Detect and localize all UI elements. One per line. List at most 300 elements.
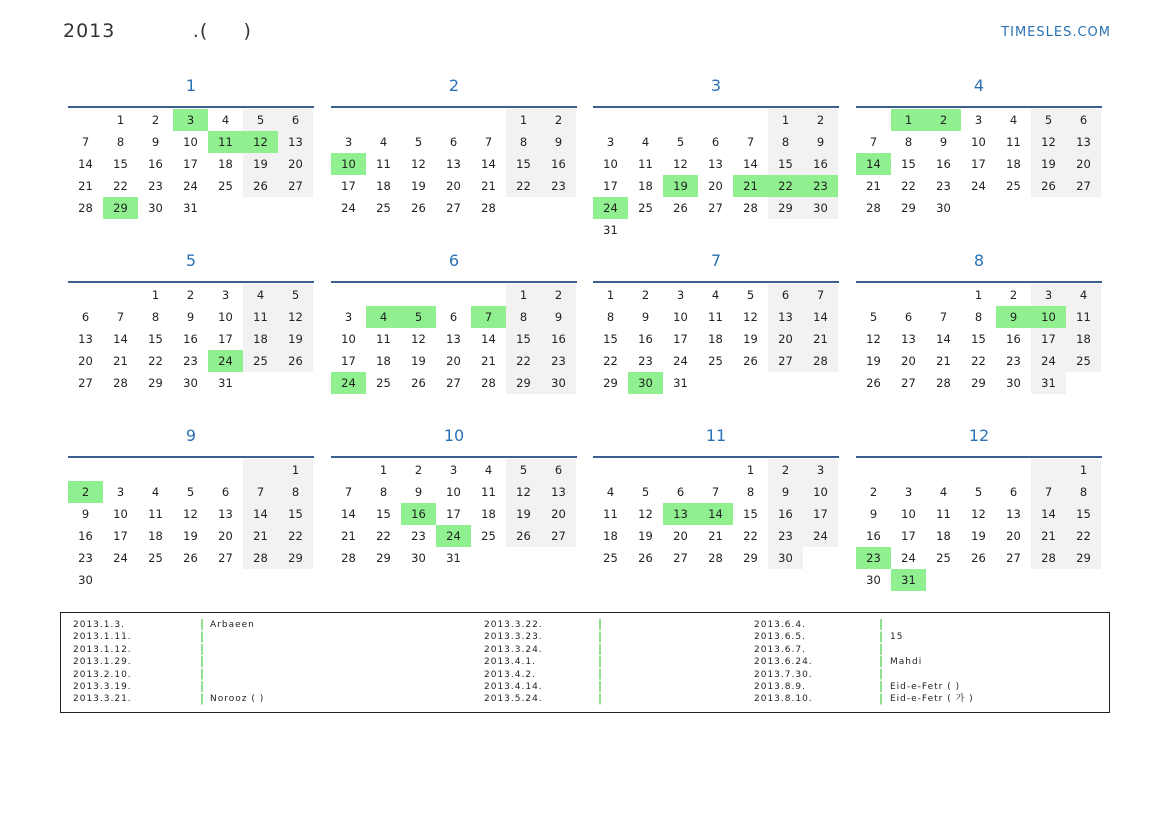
- calendar-day: 12: [278, 306, 313, 328]
- month-divider: [68, 456, 314, 458]
- calendar-day: 16: [183, 332, 198, 346]
- calendar-day: 30: [866, 573, 881, 587]
- calendar-day: 5: [186, 485, 195, 499]
- calendar-day: 21: [733, 175, 768, 197]
- month-name: 1: [185, 76, 197, 95]
- calendar-day: 14: [341, 507, 356, 521]
- holiday-date: 2013.3.24.: [484, 644, 543, 655]
- holiday-date: 2013.8.9.: [754, 681, 806, 692]
- calendar-day: 30: [803, 197, 838, 219]
- calendar-day: 18: [708, 332, 723, 346]
- calendar-day: 19: [506, 503, 541, 525]
- calendar-day: 1: [768, 109, 803, 131]
- holiday-date: 2013.4.2.: [484, 669, 536, 680]
- month-days: [856, 284, 1102, 394]
- month-divider: [593, 281, 839, 283]
- calendar-day: 30: [148, 201, 163, 215]
- calendar-day: 2: [151, 113, 160, 127]
- holiday-name: [210, 644, 264, 656]
- calendar-day: 8: [379, 485, 388, 499]
- empty-day: [663, 109, 698, 131]
- calendar-day: 16: [401, 503, 436, 525]
- calendar-day: 18: [218, 157, 233, 171]
- calendar-day: 28: [743, 201, 758, 215]
- calendar-day: 4: [1009, 113, 1018, 127]
- calendar-day: 13: [541, 481, 576, 503]
- calendar-day: 20: [768, 328, 803, 350]
- empty-day: [401, 109, 436, 131]
- calendar-day: 27: [1066, 175, 1101, 197]
- calendar-day: 25: [638, 201, 653, 215]
- month-divider: [856, 456, 1102, 458]
- calendar-day: 11: [481, 485, 496, 499]
- calendar-day: 6: [1009, 485, 1018, 499]
- calendar-day: 10: [971, 135, 986, 149]
- empty-day: [138, 459, 173, 481]
- calendar-day: 6: [449, 135, 458, 149]
- calendar-day: 25: [481, 529, 496, 543]
- empty-day: [856, 459, 891, 481]
- calendar-day: 17: [183, 157, 198, 171]
- calendar-day: 12: [411, 157, 426, 171]
- calendar-day: 9: [541, 131, 576, 153]
- calendar-day: 16: [866, 529, 881, 543]
- calendar-day: 7: [803, 284, 838, 306]
- calendar-day: 8: [974, 310, 983, 324]
- holiday-name: Eid-e-Fetr ( ): [890, 681, 961, 692]
- calendar-day: 22: [971, 354, 986, 368]
- calendar-day: 11: [243, 306, 278, 328]
- calendar-day: 8: [746, 485, 755, 499]
- calendar-day: 14: [243, 503, 278, 525]
- calendar-day: 2: [414, 463, 423, 477]
- empty-day: [698, 109, 733, 131]
- calendar-day: 22: [278, 525, 313, 547]
- empty-day: [698, 459, 733, 481]
- calendar-day: 2: [541, 284, 576, 306]
- calendar-day: 22: [743, 529, 758, 543]
- calendar-day: 28: [1031, 547, 1066, 569]
- calendar-day: 22: [768, 175, 803, 197]
- holiday-date: 2013.1.11.: [73, 632, 132, 643]
- empty-day: [208, 459, 243, 481]
- calendar-day: 27: [901, 376, 916, 390]
- month-name: 11: [705, 426, 727, 445]
- calendar-day: 21: [866, 179, 881, 193]
- calendar-day: 29: [971, 376, 986, 390]
- calendar-day: 14: [743, 157, 758, 171]
- holiday-date: 2013.4.14.: [484, 681, 543, 692]
- month-12: [856, 422, 1102, 591]
- calendar-day: 27: [673, 551, 688, 565]
- calendar-day: 18: [936, 529, 951, 543]
- calendar-day: 8: [606, 310, 615, 324]
- calendar-day: 16: [541, 328, 576, 350]
- empty-day: [856, 284, 891, 306]
- calendar-day: 9: [996, 306, 1031, 328]
- calendar-day: 19: [866, 354, 881, 368]
- calendar-day: 23: [541, 175, 576, 197]
- calendar-day: 17: [901, 529, 916, 543]
- month-days: [68, 459, 314, 591]
- calendar-day: 24: [436, 525, 471, 547]
- calendar-day: 19: [663, 175, 698, 197]
- calendar-day: 31: [183, 201, 198, 215]
- holiday-name: [890, 644, 974, 656]
- calendar-day: 27: [1006, 551, 1021, 565]
- calendar-day: 13: [1066, 131, 1101, 153]
- calendar-day: 23: [148, 179, 163, 193]
- calendar-day: 31: [891, 569, 926, 591]
- month-8: [856, 247, 1102, 394]
- calendar-day: 15: [1066, 503, 1101, 525]
- month-days: [856, 459, 1102, 591]
- calendar-day: 1: [1066, 459, 1101, 481]
- calendar-day: 26: [866, 376, 881, 390]
- calendar-day: 6: [904, 310, 913, 324]
- calendar-day: 7: [1031, 481, 1066, 503]
- calendar-day: 5: [746, 288, 755, 302]
- month-days: [593, 284, 839, 394]
- month-name: 4: [973, 76, 985, 95]
- calendar-day: 15: [743, 507, 758, 521]
- calendar-day: 25: [243, 350, 278, 372]
- calendar-day: 18: [376, 179, 391, 193]
- calendar-day: 5: [401, 306, 436, 328]
- month-divider: [593, 456, 839, 458]
- calendar-day: 29: [768, 197, 803, 219]
- calendar-day: 25: [1066, 350, 1101, 372]
- calendar-day: 6: [676, 485, 685, 499]
- calendar-day: 10: [603, 157, 618, 171]
- calendar-day: 26: [506, 525, 541, 547]
- calendar-day: 5: [676, 135, 685, 149]
- calendar-day: 19: [743, 332, 758, 346]
- calendar-day: 15: [506, 153, 541, 175]
- calendar-day: 3: [974, 113, 983, 127]
- calendar-day: 30: [541, 372, 576, 394]
- month-6: [331, 247, 577, 394]
- calendar-day: 10: [218, 310, 233, 324]
- calendar-day: 9: [414, 485, 423, 499]
- calendar-day: 27: [541, 525, 576, 547]
- calendar-day: 15: [148, 332, 163, 346]
- calendar-day: 25: [1006, 179, 1021, 193]
- calendar-day: 22: [506, 350, 541, 372]
- calendar-day: 10: [331, 153, 366, 175]
- month-divider: [856, 281, 1102, 283]
- calendar-day: 17: [113, 529, 128, 543]
- month-name: 8: [973, 251, 985, 270]
- calendar-day: 14: [698, 503, 733, 525]
- calendar-day: 20: [218, 529, 233, 543]
- holiday-name: [210, 681, 264, 693]
- calendar-day: 4: [1066, 284, 1101, 306]
- holiday-name: [890, 619, 974, 631]
- empty-day: [733, 109, 768, 131]
- calendar-day: 2: [869, 485, 878, 499]
- calendar-day: 31: [1031, 372, 1066, 394]
- calendar-day: 12: [673, 157, 688, 171]
- calendar-day: 12: [638, 507, 653, 521]
- holiday-date: 2013.6.5.: [754, 632, 806, 643]
- calendar-day: 15: [278, 503, 313, 525]
- calendar-day: 11: [936, 507, 951, 521]
- calendar-day: 23: [411, 529, 426, 543]
- empty-day: [593, 109, 628, 131]
- calendar-day: 18: [1006, 157, 1021, 171]
- calendar-day: 14: [113, 332, 128, 346]
- calendar-day: 30: [768, 547, 803, 569]
- calendar-day: 5: [414, 135, 423, 149]
- calendar-day: 11: [148, 507, 163, 521]
- calendar-day: 24: [593, 197, 628, 219]
- holiday-date: 2013.1.12.: [73, 644, 132, 655]
- calendar-day: 2: [768, 459, 803, 481]
- calendar-day: 24: [208, 350, 243, 372]
- month-days: [331, 109, 577, 219]
- calendar-day: 9: [803, 131, 838, 153]
- holiday-dates-col-3: [754, 619, 813, 706]
- calendar-day: 9: [151, 135, 160, 149]
- calendar-day: 10: [446, 485, 461, 499]
- calendar-day: 13: [78, 332, 93, 346]
- calendar-day: 14: [936, 332, 951, 346]
- calendar-day: 3: [606, 135, 615, 149]
- calendar-day: 23: [638, 354, 653, 368]
- calendar-day: 3: [116, 485, 125, 499]
- calendar-day: 5: [278, 284, 313, 306]
- calendar-day: 6: [541, 459, 576, 481]
- calendar-day: 13: [446, 157, 461, 171]
- calendar-day: 5: [974, 485, 983, 499]
- holiday-date: 2013.3.22.: [484, 620, 543, 630]
- empty-day: [436, 109, 471, 131]
- holiday-date: 2013.6.4.: [754, 620, 806, 630]
- calendar-day: 2: [926, 109, 961, 131]
- calendar-day: 20: [901, 354, 916, 368]
- calendar-day: 8: [1066, 481, 1101, 503]
- calendar-day: 1: [278, 459, 313, 481]
- calendar-day: 16: [803, 153, 838, 175]
- calendar-day: 23: [803, 175, 838, 197]
- calendar-day: 3: [221, 288, 230, 302]
- calendar-day: 24: [331, 372, 366, 394]
- calendar-day: 3: [344, 135, 353, 149]
- calendar-day: 26: [971, 551, 986, 565]
- empty-day: [856, 109, 891, 131]
- calendar-day: 25: [376, 376, 391, 390]
- calendar-day: 11: [1066, 306, 1101, 328]
- calendar-day: 16: [1006, 332, 1021, 346]
- calendar-day: 18: [243, 328, 278, 350]
- calendar-day: 24: [1031, 350, 1066, 372]
- calendar-day: 13: [901, 332, 916, 346]
- calendar-day: 1: [746, 463, 755, 477]
- calendar-day: 25: [708, 354, 723, 368]
- empty-day: [243, 459, 278, 481]
- calendar-day: 7: [344, 485, 353, 499]
- calendar-day: 7: [939, 310, 948, 324]
- month-name: 10: [443, 426, 465, 445]
- calendar-day: 28: [78, 201, 93, 215]
- holiday-date: 2013.3.19.: [73, 681, 132, 692]
- calendar-day: 26: [183, 551, 198, 565]
- month-days: [331, 459, 577, 569]
- month-7: [593, 247, 839, 394]
- calendar-day: 1: [116, 113, 125, 127]
- month-days: [331, 284, 577, 394]
- empty-day: [331, 459, 366, 481]
- calendar-day: 18: [1066, 328, 1101, 350]
- holiday-name: [210, 656, 264, 668]
- calendar-day: 4: [366, 306, 401, 328]
- calendar-day: 21: [936, 354, 951, 368]
- calendar-day: 9: [869, 507, 878, 521]
- calendar-day: 8: [116, 135, 125, 149]
- calendar-day: 12: [1031, 131, 1066, 153]
- calendar-day: 22: [113, 179, 128, 193]
- calendar-day: 4: [606, 485, 615, 499]
- empty-day: [331, 284, 366, 306]
- calendar-day: 22: [376, 529, 391, 543]
- calendar-day: 13: [218, 507, 233, 521]
- calendar-day: 30: [411, 551, 426, 565]
- calendar-day: 30: [628, 372, 663, 394]
- holiday-marker-bar: [201, 619, 203, 705]
- calendar-day: 25: [218, 179, 233, 193]
- holiday-dates-col-2: [484, 619, 543, 706]
- calendar-day: 27: [446, 201, 461, 215]
- calendar-day: 23: [78, 551, 93, 565]
- calendar-day: 2: [803, 109, 838, 131]
- calendar-day: 7: [471, 306, 506, 328]
- calendar-day: 24: [113, 551, 128, 565]
- calendar-day: 26: [411, 201, 426, 215]
- month-10: [331, 422, 577, 569]
- calendar-day: 22: [901, 179, 916, 193]
- calendar-day: 30: [1006, 376, 1021, 390]
- calendar-day: 12: [506, 481, 541, 503]
- calendar-day: 15: [113, 157, 128, 171]
- calendar-day: 8: [768, 131, 803, 153]
- calendar-day: 7: [243, 481, 278, 503]
- empty-day: [926, 284, 961, 306]
- calendar-day: 19: [1031, 153, 1066, 175]
- month-divider: [331, 281, 577, 283]
- calendar-day: 1: [974, 288, 983, 302]
- calendar-day: 4: [151, 485, 160, 499]
- calendar-day: 19: [278, 328, 313, 350]
- calendar-day: 23: [541, 350, 576, 372]
- calendar-day: 14: [803, 306, 838, 328]
- calendar-day: 24: [673, 354, 688, 368]
- calendar-day: 20: [446, 179, 461, 193]
- calendar-day: 10: [341, 332, 356, 346]
- calendar-day: 9: [939, 135, 948, 149]
- calendar-day: 24: [803, 525, 838, 547]
- calendar-day: 9: [81, 507, 90, 521]
- calendar-day: 16: [148, 157, 163, 171]
- calendar-day: 15: [768, 153, 803, 175]
- calendar-day: 14: [1031, 503, 1066, 525]
- calendar-day: 8: [278, 481, 313, 503]
- calendar-day: 11: [1006, 135, 1021, 149]
- calendar-day: 15: [603, 332, 618, 346]
- calendar-day: 8: [506, 131, 541, 153]
- empty-day: [471, 109, 506, 131]
- calendar-day: 23: [183, 354, 198, 368]
- empty-day: [593, 459, 628, 481]
- calendar-day: 21: [78, 179, 93, 193]
- calendar-day: 22: [506, 175, 541, 197]
- holiday-name: [890, 669, 974, 681]
- calendar-day: 4: [939, 485, 948, 499]
- calendar-day: 6: [278, 109, 313, 131]
- calendar-day: 28: [936, 376, 951, 390]
- calendar-day: 20: [278, 153, 313, 175]
- calendar-day: 7: [746, 135, 755, 149]
- empty-day: [996, 459, 1031, 481]
- brand-link[interactable]: TIMESLES.COM: [1001, 25, 1111, 40]
- month-divider: [331, 106, 577, 108]
- calendar-day: 24: [183, 179, 198, 193]
- calendar-day: 23: [856, 547, 891, 569]
- calendar-day: 10: [113, 507, 128, 521]
- holiday-date: 2013.6.7.: [754, 644, 806, 655]
- calendar-day: 6: [81, 310, 90, 324]
- holiday-dates-col-1: [73, 619, 132, 706]
- calendar-day: 1: [606, 288, 615, 302]
- empty-day: [401, 284, 436, 306]
- calendar-day: 25: [376, 201, 391, 215]
- calendar-day: 22: [603, 354, 618, 368]
- calendar-day: 27: [768, 350, 803, 372]
- calendar-day: 5: [1031, 109, 1066, 131]
- calendar-day: 3: [904, 485, 913, 499]
- calendar-day: 10: [673, 310, 688, 324]
- calendar-day: 20: [541, 503, 576, 525]
- month-divider: [68, 106, 314, 108]
- calendar-day: 15: [901, 157, 916, 171]
- calendar-day: 20: [78, 354, 93, 368]
- holiday-name: [210, 631, 264, 643]
- calendar-day: 23: [936, 179, 951, 193]
- calendar-day: 13: [278, 131, 313, 153]
- calendar-day: 14: [78, 157, 93, 171]
- calendar-day: 29: [1066, 547, 1101, 569]
- calendar-day: 25: [148, 551, 163, 565]
- calendar-day: 15: [376, 507, 391, 521]
- calendar-day: 1: [506, 109, 541, 131]
- calendar-day: 20: [673, 529, 688, 543]
- calendar-day: 11: [376, 157, 391, 171]
- empty-day: [891, 284, 926, 306]
- calendar-day: 4: [641, 135, 650, 149]
- holiday-date: 2013.5.24.: [484, 694, 543, 705]
- calendar-day: 20: [446, 354, 461, 368]
- calendar-day: 16: [936, 157, 951, 171]
- calendar-day: 8: [151, 310, 160, 324]
- empty-day: [331, 109, 366, 131]
- calendar-day: 29: [901, 201, 916, 215]
- empty-day: [103, 459, 138, 481]
- holiday-date: 2013.3.23.: [484, 632, 543, 643]
- calendar-day: 10: [803, 481, 838, 503]
- empty-day: [68, 109, 103, 131]
- month-4: [856, 72, 1102, 219]
- calendar-day: 4: [711, 288, 720, 302]
